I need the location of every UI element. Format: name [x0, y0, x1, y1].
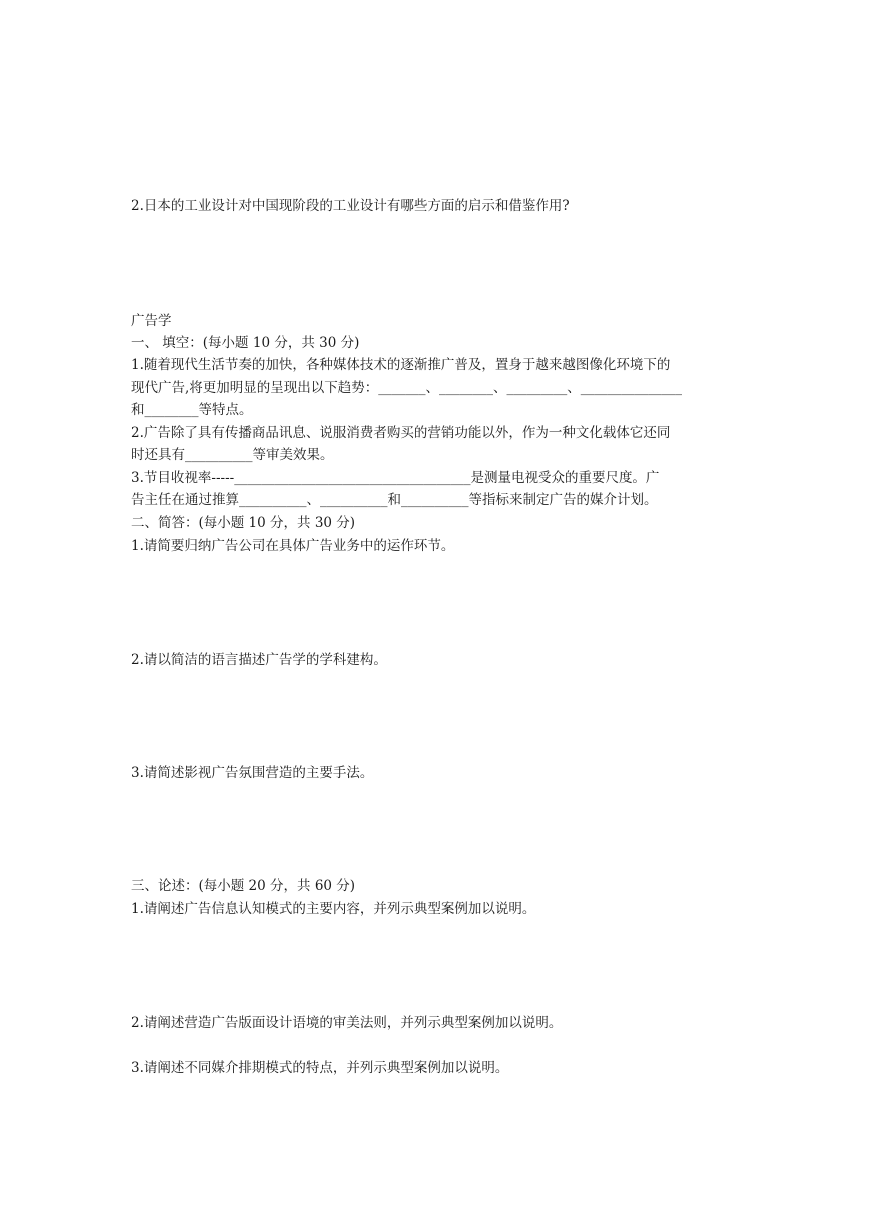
- essay-q1: 1.请阐述广告信息认知模式的主要内容，并列示典型案例加以说明。: [131, 901, 536, 917]
- part2-heading: 二、简答：(每小题 10 分，共 30 分): [131, 515, 356, 531]
- fill-q1-line1: 1.随着现代生活节奏的加快，各种媒体技术的逐渐推广普及，置身于越来越图像化环境下的: [131, 357, 671, 373]
- fill-q3-line2: 告主任在通过推算__________、__________和__________等指标来制定广告的媒介计划。: [131, 492, 658, 508]
- fill-q2-line1: 2.广告除了具有传播商品讯息、说服消费者购买的营销功能以外，作为一种文化载体它还同: [131, 425, 671, 441]
- fill-q2-line2: 时还具有__________等审美效果。: [131, 447, 334, 463]
- short-answer-q1: 1.请简要归纳广告公司在具体广告业务中的运作环节。: [131, 538, 455, 554]
- section-title: 广告学: [131, 313, 172, 329]
- fill-q1-line2: 现代广告,将更加明显的呈现出以下趋势：_______、________、_________、_______________: [131, 380, 683, 396]
- essay-q2: 2.请阐述营造广告版面设计语境的审美法则，并列示典型案例加以说明。: [131, 1015, 563, 1031]
- previous-question: 2.日本的工业设计对中国现阶段的工业设计有哪些方面的启示和借鉴作用?: [131, 198, 570, 214]
- short-answer-q2: 2.请以简洁的语言描述广告学的学科建构。: [131, 652, 387, 668]
- short-answer-q3: 3.请简述影视广告氛围营造的主要手法。: [131, 765, 374, 781]
- fill-q1-line3: 和________等特点。: [131, 402, 253, 418]
- part1-heading: 一、 填空：(每小题 10 分，共 30 分): [131, 335, 360, 351]
- fill-q3-line1: 3.节目收视率-----___________________________________是测量电视受众的重要尺度。广: [131, 470, 660, 486]
- essay-q3: 3.请阐述不同媒介排期模式的特点，并列示典型案例加以说明。: [131, 1060, 509, 1076]
- part3-heading: 三、论述：(每小题 20 分，共 60 分): [131, 878, 356, 894]
